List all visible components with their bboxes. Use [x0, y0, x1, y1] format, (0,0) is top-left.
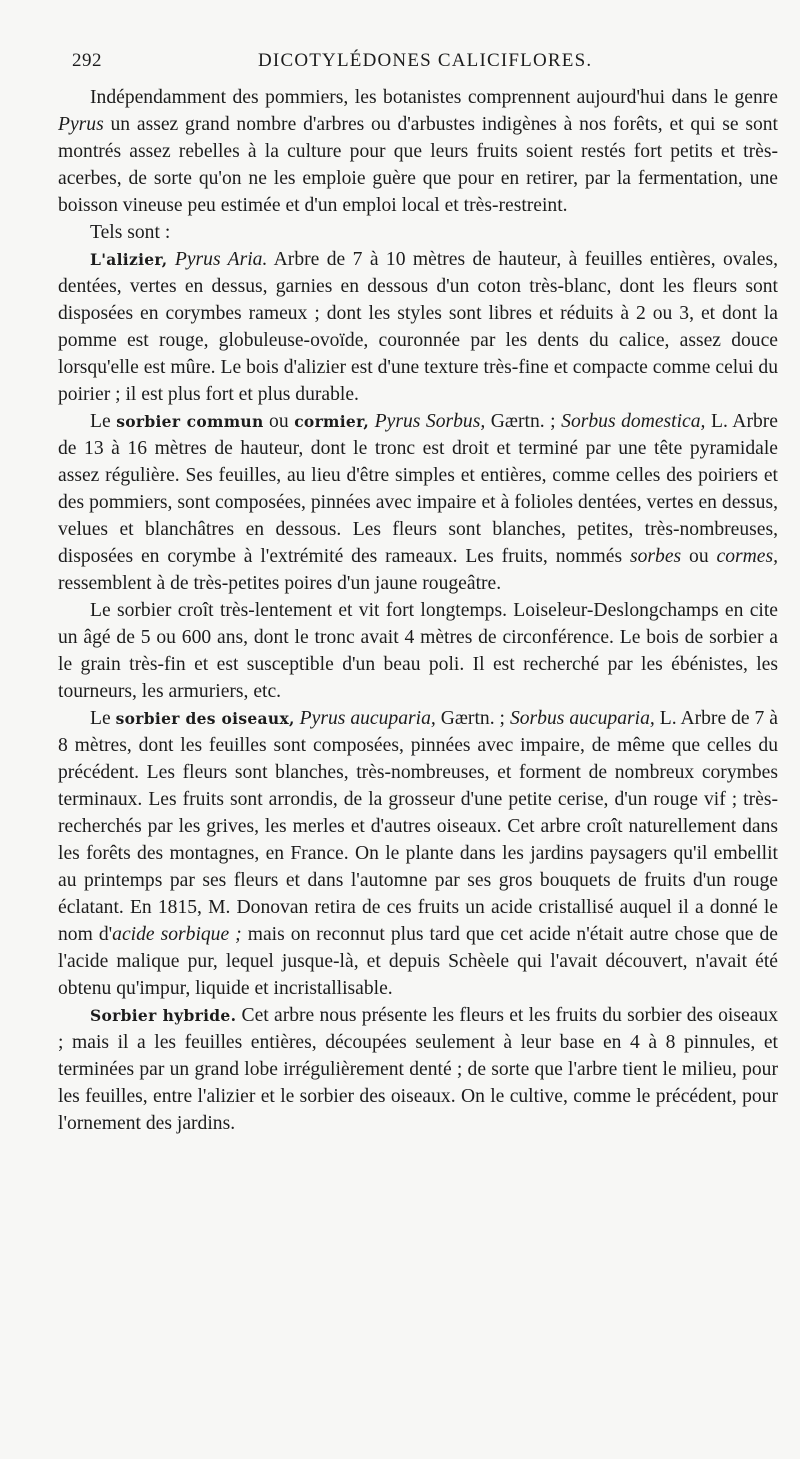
text-span: L. Arbre de 13 à 16 mètres de hauteur, dont le tronc est droit et terminé par une tête pyramidale assez régulière. Ses feuilles, au lieu d'être simples et entières, comme celles des poiriers et des pommiers, sont composées, pinnées avec impaire et à folioles dentées, vertes en dessus, velues et blanchâtres en dessous. Les fleurs sont blanches, petites, très-nombreuses, disposées en corymbe à l'extrémité des rameaux. Les fruits, nommés — [58, 411, 778, 567]
term-sorbier-commun: sorbier commun — [116, 412, 264, 431]
page-number: 292 — [72, 50, 102, 71]
paragraph-sorbier-commun — [58, 408, 778, 597]
italic-span: sorbes — [629, 546, 682, 567]
italic-span: Pyrus — [58, 114, 104, 135]
page-body — [58, 84, 778, 1137]
text-span: Gærtn. ; — [435, 708, 510, 729]
term-alizier: L'alizier, — [90, 250, 168, 269]
italic-span: acide sorbique ; — [112, 924, 242, 945]
running-title: DICOTYLÉDONES CALICIFLORES. — [258, 50, 593, 71]
text-span: Gærtn. ; — [485, 411, 562, 432]
italic-span: Pyrus Sorbus, — [374, 411, 486, 432]
text-span: ou — [263, 411, 295, 432]
paragraph-sorbier-croissance: Le sorbier croît très-lentement et vit fort longtemps. Loiseleur-Deslongchamps en cite un âgé de 5 ou 600 ans, dont le tronc avait 4 mètres de circonférence. Le bois de sorbier a le grain très-fin et est susceptible d'un beau poli. Il est recherché par les ébénistes, les tourneurs, les armuriers, etc. — [58, 600, 778, 702]
italic-span: cormes, — [716, 546, 779, 567]
italic-span: Pyrus Aria. — [174, 249, 268, 270]
text-span: Indépendamment des pommiers, les botanistes comprennent aujourd'hui dans le genre — [90, 87, 778, 108]
text-span: ressemblent à de très-petites poires d'un jaune rougeâtre. — [58, 573, 502, 594]
italic-span: Sorbus aucuparia, — [509, 708, 655, 729]
text-span: L. Arbre de 7 à 8 mètres, dont les feuilles sont composées, pinnées avec impaire, de même que celles du précédent. Les fleurs sont blanches, très-nombreuses, et forment de nombreux corymbes terminaux. Les fruits sont arrondis, de la grosseur d'une petite cerise, d'un rouge vif ; très-recherchés par les grives, les merles et d'autres oiseaux. Cet arbre croît naturellement dans les forêts des montagnes, en France. On le plante dans les jardins paysagers qu'il embellit au printemps par ses fleurs et dans l'automne par ses gros bouquets de fruits d'un rouge éclatant. En 1815, M. Donovan retira de ces fruits un acide cristallisé auquel il a donné le nom d' — [58, 708, 778, 945]
text-span: un assez grand nombre d'arbres ou d'arbustes indigènes à nos forêts, et qui se sont montrés assez rebelles à la culture pour que leurs fruits soient restés fort petits et très-acerbes, de sorte qu'on ne les emploie guère que pour en retirer, par la fermentation, une boisson vineuse peu estimée et d'un emploi local et très-restreint. — [58, 114, 778, 216]
text-span: ou — [681, 546, 717, 567]
term-cormier: cormier, — [294, 412, 370, 431]
paragraph-sorbier-hybride — [58, 1002, 778, 1137]
italic-span: Pyrus aucuparia, — [299, 708, 436, 729]
term-sorbier-hybride: Sorbier hybride. — [90, 1006, 237, 1025]
text-span: Le — [90, 411, 117, 432]
paragraph-tels-sont: Tels sont : — [90, 222, 171, 243]
italic-span: Sorbus domestica, — [561, 411, 706, 432]
text-span: Arbre de 7 à 10 mètres de hauteur, à feuilles entières, ovales, dentées, vertes en dessus, garnies en dessous d'un coton très-blanc, dont les fleurs sont disposées en corymbes rameux ; dont les styles sont libres et réduits à 2 ou 3, et dont la pomme est rouge, globuleuse-ovoïde, couronnée par les dents du calice, assez douce lorsqu'elle est mûre. Le bois d'alizier est d'une texture très-fine et compacte comme celui du poirier ; il est plus fort et plus durable. — [58, 249, 778, 405]
page-header — [58, 44, 778, 84]
text-span: Le — [90, 708, 116, 729]
term-sorbier-des-oiseaux: sorbier des oiseaux, — [115, 709, 295, 728]
paragraph-sorbier-oiseaux — [58, 705, 778, 1002]
paragraph-alizier — [58, 246, 778, 408]
paragraph-intro — [58, 84, 778, 219]
text-span: mais on reconnut plus tard que cet acide n'était autre chose que de l'acide malique pur, lequel jusque-là, et depuis Schèele qui l'avait découvert, n'avait été obtenu qu'impur, liquide et incristallisable. — [58, 924, 778, 999]
text-span: Cet arbre nous présente les fleurs et les fruits du sorbier des oiseaux ; mais il a les feuilles entières, découpées seulement à leur base en 4 à 8 pinnules, et terminées par un grand lobe irrégulièrement denté ; de sorte que l'arbre tient le milieu, pour les feuilles, entre l'alizier et le sorbier des oiseaux. On le cultive, comme le précédent, pour l'ornement des jardins. — [58, 1005, 778, 1134]
